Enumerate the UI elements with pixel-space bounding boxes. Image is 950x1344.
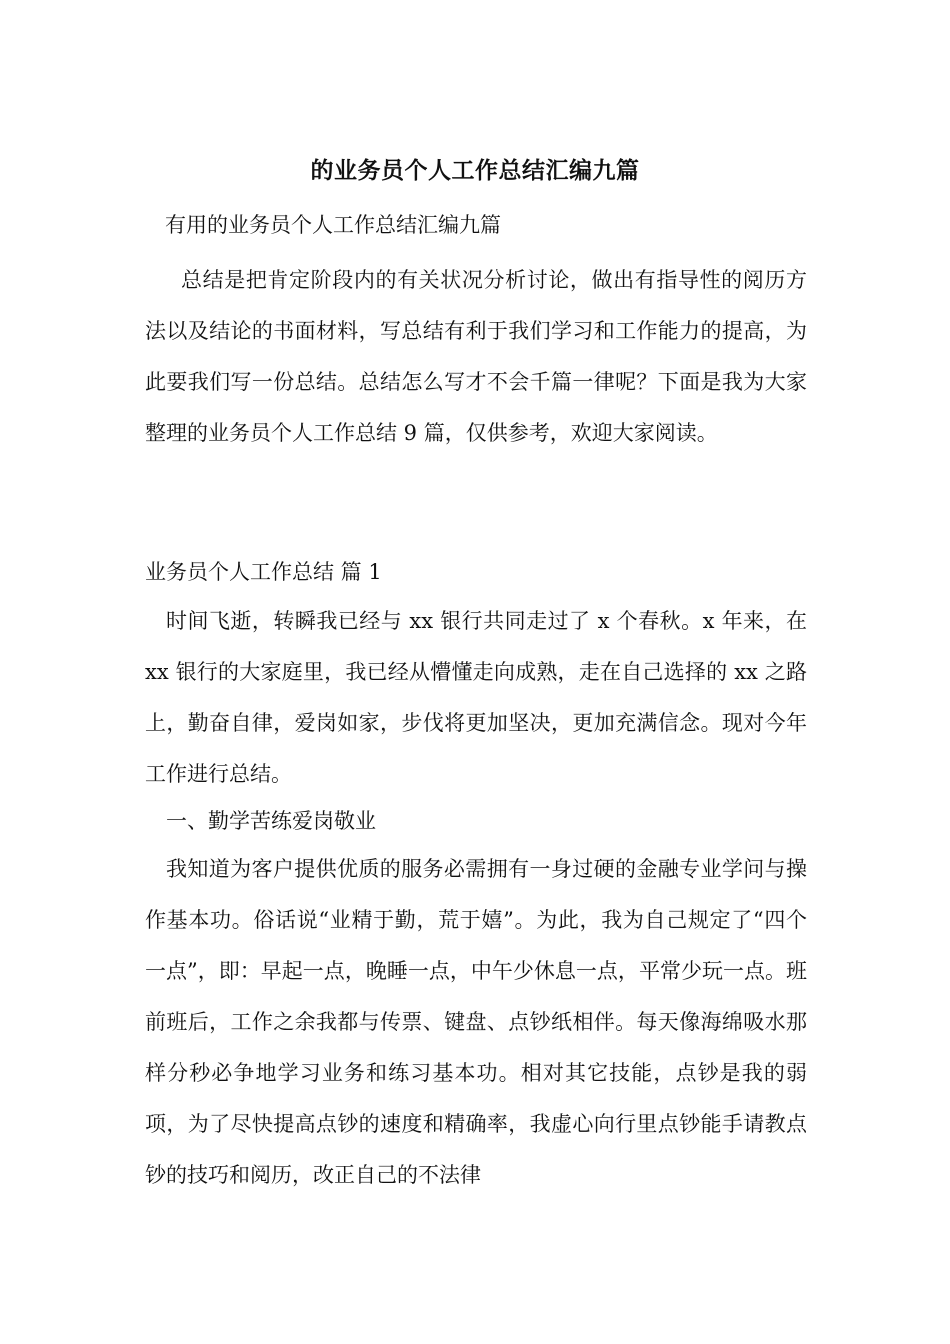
body-paragraph-2: 我知道为客户提供优质的服务必需拥有一身过硬的金融专业学问与操作基本功。俗话说“业精于勤，荒于嬉”。为此，我为自己规定了“四个一点”，即：早起一点，晚睡一点，中午少休息一点，平常少玩一点。班前班后，工作之余我都与传票、键盘、点钞纸相伴。每天像海绵吸水那样分秒必争地学习业务和练习基本功。相对其它技能，点钞是我的弱项，为了尽快提高点钞的速度和精确率，我虚心向行里点钞能手请教点钞的技巧和阅历，改正自己的不法律 <box>145 857 807 1187</box>
body-paragraph-1: 时间飞逝，转瞬我已经与 xx 银行共同走过了 x 个春秋。x 年来，在 xx 银行的大家庭里，我已经从懵懂走向成熟，走在自己选择的 xx 之路上，勤奋自律，爱岗如家，步伐将更加坚决，更加充满信念。现对今年工作进行总结。 <box>145 609 807 786</box>
document-subtitle: 有用的业务员个人工作总结汇编九篇 <box>165 213 501 237</box>
document-title: 的业务员个人工作总结汇编九篇 <box>310 157 640 184</box>
section-heading: 业务员个人工作总结 篇 1 <box>145 560 382 584</box>
intro-paragraph: 总结是把肯定阶段内的有关状况分析讨论，做出有指导性的阅历方法以及结论的书面材料，写总结有利于我们学习和工作能力的提高，为此要我们写一份总结。总结怎么写才不会千篇一律呢？下面是我为大家整理的业务员个人工作总结 9 篇，仅供参考，欢迎大家阅读。 <box>145 268 807 445</box>
subheading-1: 一、勤学苦练爱岗敬业 <box>166 809 376 833</box>
